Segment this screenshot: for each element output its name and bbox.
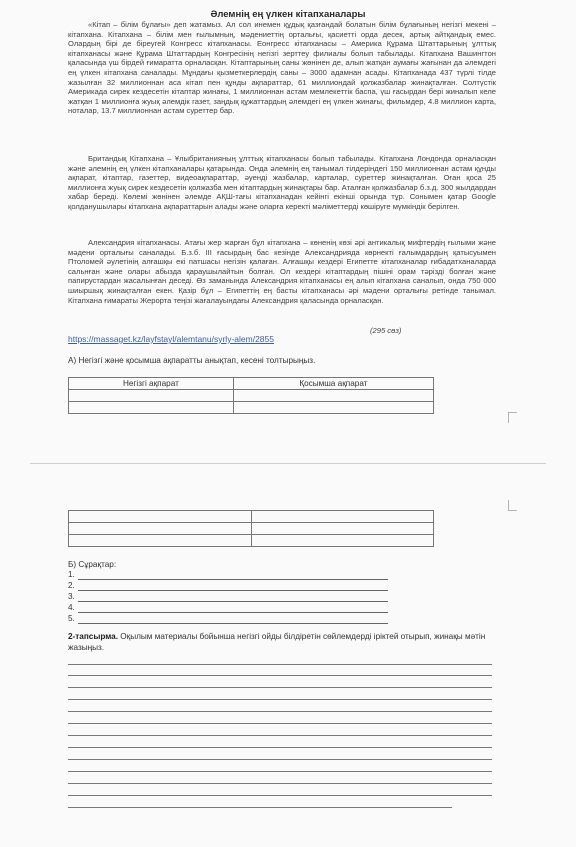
writing-line[interactable] bbox=[68, 807, 452, 808]
info-table-bottom bbox=[68, 510, 434, 547]
question-number: 1. bbox=[68, 570, 75, 579]
question-number: 3. bbox=[68, 592, 75, 601]
writing-line[interactable] bbox=[68, 664, 492, 665]
info-table-top bbox=[68, 377, 434, 414]
paragraph-alexandria-library: Александрия кітапханасы. Атағы жер жарған бұл кітапхана – көненің көзі әрі антикалық мифтердің ғылыми және мәдени орталығы саналады. Б.з.б. III ғасырдың бас кезінде Александрияда көрнекті ғалымдардың қатысуымен Птоломей әулетінің алғашқы екі патшасы негізін қалаған. Алғашқы кездері Египетте кітапханалар ғибадатханаларда сальнған және олары абызда қараушылайтын болған. Ол кездері кітаптардың пішіні орам тәрізді болған және папирустардан жасалынған деседі. Өз заманында Александрия кітапханасы ең алып кітапхана саналып, онда 750 000 шиыршық жинақталған екен. Қазір бұл – Египеттің ең басты кітапханасы әрі мәдени орталығы ретінде танымал. Кітапхана ғимараты Жерорта теңізі жағалауындағы Александрия қаласында орналасқан. bbox=[68, 238, 496, 305]
writing-line[interactable] bbox=[68, 699, 492, 700]
table-header-extra-info: Қосымша ақпарат bbox=[233, 378, 433, 390]
table-cell[interactable] bbox=[251, 523, 434, 535]
question-line-4[interactable] bbox=[68, 603, 388, 614]
table-cell[interactable] bbox=[251, 535, 434, 547]
source-link[interactable]: https://massaget.kz/layfstayl/alemtanu/syrly-alem/2855 bbox=[68, 334, 274, 344]
writing-line[interactable] bbox=[68, 759, 492, 760]
question-line-2[interactable] bbox=[68, 581, 388, 592]
writing-line[interactable] bbox=[68, 711, 492, 712]
document-title: Әлемнің ең үлкен кітапханалары bbox=[210, 9, 366, 20]
table-cell[interactable] bbox=[251, 511, 434, 523]
writing-line[interactable] bbox=[68, 771, 492, 772]
writing-line[interactable] bbox=[68, 747, 492, 748]
writing-line[interactable] bbox=[68, 783, 492, 784]
writing-line[interactable] bbox=[68, 795, 492, 796]
paragraph-british-library: Британдық Кітапхана – Ұлыбританияның ұлттық кітапханасы болып табылады. Кітапхана Лондонда орналасқан және әлемнің ең үлкен кітапханалары қатарында. Онда әлемнің ең танымал тілдеріндегі 150 миллионнан астам құнды ақпарат, кітаптар, газеттер, видеоақпараттар, әуенді жазбалар, карталар, суреттер жинақталған. Оған қоса 25 миллионға жуық сирек кездесетін қолжазба мен кітаптардың жинақтары бар. Аталған қолжазбалар б.з.д. 300 жылдардан хабар береді. Көлемі жөнінен әлемде АҚШ-тағы кітапханадан кейінгі екінші орында тұр. Сонымен қатар Google қолданушылары кітапхана ақпараттарын алады және оларға керекті мәліметтерді көшіруге мүмкіндік берілген. bbox=[68, 154, 496, 211]
table-cell[interactable] bbox=[69, 523, 252, 535]
writing-line[interactable] bbox=[68, 687, 492, 688]
question-line-1[interactable] bbox=[68, 570, 388, 581]
task-2-label: 2-тапсырма. bbox=[68, 632, 119, 641]
writing-line[interactable] bbox=[68, 723, 492, 724]
page-corner-mark bbox=[508, 500, 517, 511]
table-cell[interactable] bbox=[69, 402, 234, 414]
page-corner-mark bbox=[508, 412, 517, 423]
table-cell[interactable] bbox=[69, 511, 252, 523]
paragraph-congress-library: «Кітап – білім бұлағы» деп жатамыз. Ал сол инемен құдық қазғандай болатын білім бұлағының негізгі мекені – кітапхана. Кітапхана – білім мен ғылымның, мәдениеттің ортальғы, қасиетті орда десек, артық айтқандық емес. Олардың бірі де біреугей Конгресс кітапханасы. Еонгресс кітапханасы – Америка Құрама Штаттарының ұлттық кітапханасы және Құрама Штаттардың Конгресінің негізгі зерттеу филиалы болып табылады. Кітапхана Вашингтон қаласында үш бірдей ғимаратта орналасқан. Кітаптарының саны жөнінен де, алып жатқан аумағы жағынан да әлемдегі ең үлкен кітапхана саналады. Мұндағы қызметкерлердің саны – 3000 адамнан асады. Кітапханада 437 түрлі тілде жазылған 32 миллионнан аса кітап пен құнды ақпараттар, 61 миллиондай қолжазбалар жинақталған. Солтүстік Америкада сирек кездесетін кітаптар жинағы, 1 миллионнан астам мемлекеттік баспа, үш ғасырдан бері жиналып келе жатқан 1 миллионға жуық әлемдік газет, заңдық құжаттардың әлемдегі ең үлкен жинағы, фильмдер, 4.8 миллион карта, ноталар, 13.7 миллионнан астам суреттер бар. bbox=[68, 20, 496, 116]
page-fold-divider bbox=[30, 463, 546, 464]
table-header-main-info: Негізгі ақпарат bbox=[69, 378, 234, 390]
table-cell[interactable] bbox=[233, 390, 433, 402]
question-number: 4. bbox=[68, 603, 75, 612]
writing-line[interactable] bbox=[68, 735, 492, 736]
table-cell[interactable] bbox=[233, 402, 433, 414]
table-cell[interactable] bbox=[69, 535, 252, 547]
table-cell[interactable] bbox=[69, 390, 234, 402]
task-b-questions-label: Б) Сұрақтар: bbox=[68, 560, 117, 569]
question-line-3[interactable] bbox=[68, 592, 388, 603]
question-number: 5. bbox=[68, 614, 75, 623]
task-2-text: Оқылым материалы бойынша негізгі ойды білдіретін сөйлемдерді іріктей отырып, жинақы мәтін жазыңыз. bbox=[68, 632, 486, 652]
question-line-5[interactable] bbox=[68, 614, 388, 625]
task-2-instruction bbox=[68, 632, 498, 653]
word-count: (295 сөз) bbox=[370, 326, 402, 335]
task-a-instruction: А) Негізгі және қосымша ақпаратты анықтап, кесені толтырыңыз. bbox=[68, 356, 316, 365]
question-number: 2. bbox=[68, 581, 75, 590]
writing-line[interactable] bbox=[68, 675, 492, 676]
